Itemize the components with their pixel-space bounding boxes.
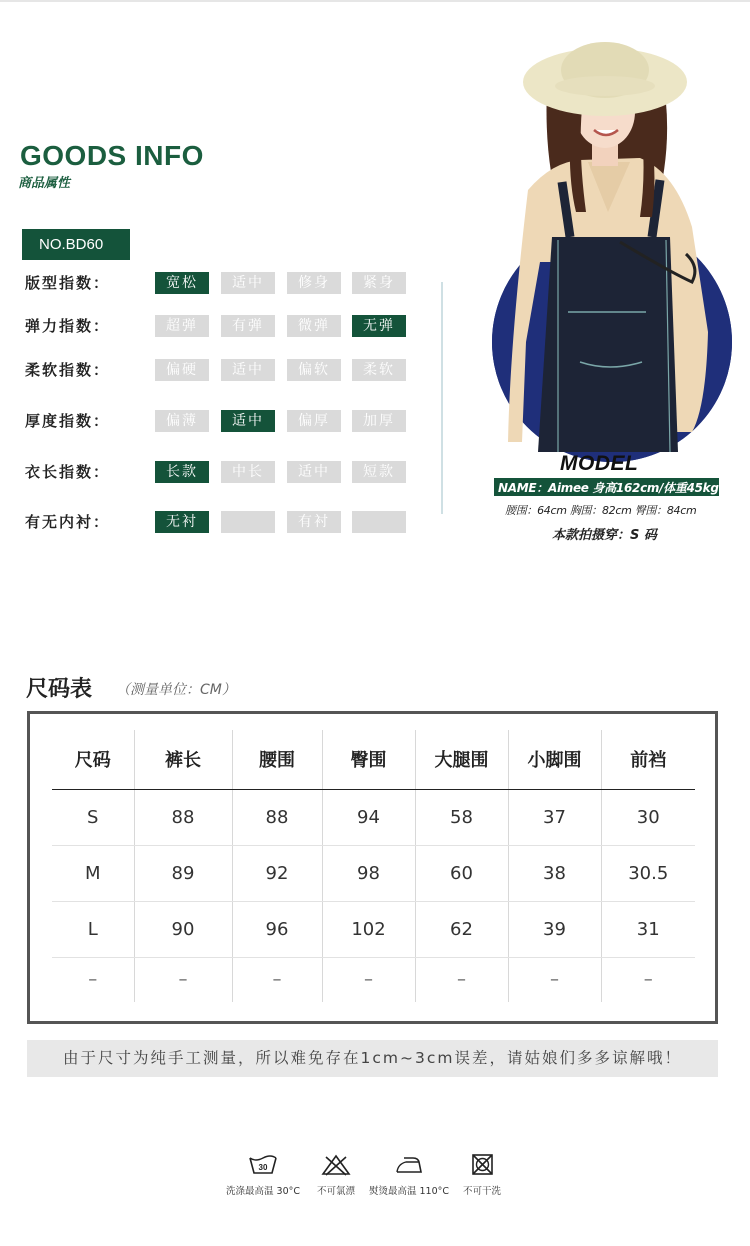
product-code-tag: NO.BD60 bbox=[22, 229, 130, 260]
attr-option: 偏厚 bbox=[287, 410, 341, 432]
iron-icon bbox=[394, 1154, 424, 1176]
goods-info-subtitle: 商品属性 bbox=[18, 176, 71, 191]
goods-info-title: GOODS INFO bbox=[20, 140, 204, 171]
table-cell: 102 bbox=[322, 901, 415, 957]
model-size-worn: 本款拍摄穿：S 码 bbox=[552, 528, 657, 543]
model-measurements: 腰围：64cm 胸围：82cm 臀围：84cm bbox=[505, 504, 697, 517]
table-header-cell: 裤长 bbox=[134, 730, 232, 789]
model-heading: MODEL bbox=[560, 452, 639, 475]
attr-option: 适中 bbox=[287, 461, 341, 483]
attr-option: 宽松 bbox=[155, 272, 209, 294]
table-cell: 62 bbox=[415, 901, 508, 957]
table-cell: – bbox=[134, 957, 232, 1002]
table-cell: 89 bbox=[134, 845, 232, 901]
attr-option bbox=[352, 511, 406, 533]
table-cell: 37 bbox=[508, 789, 601, 845]
attr-label: 有无内衬： bbox=[25, 513, 111, 531]
table-cell: 60 bbox=[415, 845, 508, 901]
attr-option: 加厚 bbox=[352, 410, 406, 432]
attr-option: 偏薄 bbox=[155, 410, 209, 432]
model-name: NAME：Aimee 身高162cm/体重45kg bbox=[498, 481, 719, 495]
table-cell: 92 bbox=[232, 845, 322, 901]
table-cell: L bbox=[52, 901, 134, 957]
table-cell: 39 bbox=[508, 901, 601, 957]
table-cell: 31 bbox=[601, 901, 695, 957]
no-bleach-icon bbox=[321, 1154, 351, 1176]
table-cell: 96 bbox=[232, 901, 322, 957]
table-cell: – bbox=[322, 957, 415, 1002]
table-header-cell: 腰围 bbox=[232, 730, 322, 789]
attr-option: 有弹 bbox=[221, 315, 275, 337]
wash-30-icon bbox=[248, 1154, 278, 1176]
size-chart-unit: （测量单位：CM） bbox=[116, 682, 236, 698]
wash-temp: 30 bbox=[258, 1163, 268, 1172]
table-row bbox=[52, 789, 695, 845]
size-table bbox=[52, 730, 695, 1002]
table-cell: 88 bbox=[232, 789, 322, 845]
care-item-dry bbox=[437, 1154, 527, 1197]
table-cell: 30.5 bbox=[601, 845, 695, 901]
table-cell: 38 bbox=[508, 845, 601, 901]
model-photo bbox=[470, 12, 740, 462]
table-cell: – bbox=[88, 969, 98, 991]
measurement-note: 由于尺寸为纯手工测量，所以难免存在1cm~3cm误差，请姑娘们多多谅解哦！ bbox=[27, 1040, 718, 1077]
attr-label: 版型指数： bbox=[25, 274, 111, 292]
attr-option: 中长 bbox=[221, 461, 275, 483]
attr-option: 微弹 bbox=[287, 315, 341, 337]
attr-option: 有衬 bbox=[287, 511, 341, 533]
attr-option bbox=[221, 511, 275, 533]
table-cell: 98 bbox=[322, 845, 415, 901]
table-cell: 90 bbox=[134, 901, 232, 957]
care-label: 熨烫最高温 110°C bbox=[368, 1186, 450, 1197]
table-header-cell: 尺码 bbox=[52, 730, 134, 789]
table-header-cell: 大腿围 bbox=[415, 730, 508, 789]
attr-option: 适中 bbox=[221, 410, 275, 432]
vertical-divider bbox=[441, 282, 443, 514]
table-row bbox=[52, 957, 695, 1002]
attr-option: 柔软 bbox=[352, 359, 406, 381]
attr-option: 无衬 bbox=[155, 511, 209, 533]
attr-label: 柔软指数： bbox=[25, 361, 111, 379]
table-cell: 88 bbox=[134, 789, 232, 845]
table-cell: – bbox=[601, 957, 695, 1002]
table-header-row bbox=[52, 730, 695, 789]
table-cell: 58 bbox=[415, 789, 508, 845]
attr-option: 偏硬 bbox=[155, 359, 209, 381]
table-cell: M bbox=[52, 845, 134, 901]
care-label: 洗涤最高温 30°C bbox=[226, 1186, 300, 1197]
table-header-cell: 前裆 bbox=[601, 730, 695, 789]
attr-option: 适中 bbox=[221, 359, 275, 381]
table-header-cell: 小脚围 bbox=[508, 730, 601, 789]
no-tumble-dry-icon bbox=[467, 1154, 497, 1176]
table-header-cell: 臀围 bbox=[322, 730, 415, 789]
attr-option: 短款 bbox=[352, 461, 406, 483]
top-divider bbox=[0, 0, 750, 2]
attr-label: 弹力指数： bbox=[25, 317, 111, 335]
attr-option: 修身 bbox=[287, 272, 341, 294]
attr-label: 厚度指数： bbox=[25, 412, 111, 430]
care-label: 不可干洗 bbox=[462, 1186, 501, 1197]
table-cell: S bbox=[52, 789, 134, 845]
attr-option: 适中 bbox=[221, 272, 275, 294]
table-cell: – bbox=[415, 957, 508, 1002]
attr-option: 超弹 bbox=[155, 315, 209, 337]
table-row bbox=[52, 845, 695, 901]
table-cell: 30 bbox=[601, 789, 695, 845]
attr-option: 长款 bbox=[155, 461, 209, 483]
table-cell: – bbox=[232, 957, 322, 1002]
table-row bbox=[52, 901, 695, 957]
attr-label: 衣长指数： bbox=[25, 463, 111, 481]
attr-option: 紧身 bbox=[352, 272, 406, 294]
attr-option: 无弹 bbox=[352, 315, 406, 337]
care-label: 不可氯漂 bbox=[316, 1186, 355, 1197]
table-cell: – bbox=[508, 957, 601, 1002]
attr-option: 偏软 bbox=[287, 359, 341, 381]
table-cell: 94 bbox=[322, 789, 415, 845]
size-chart-title: 尺码表 bbox=[26, 677, 93, 702]
